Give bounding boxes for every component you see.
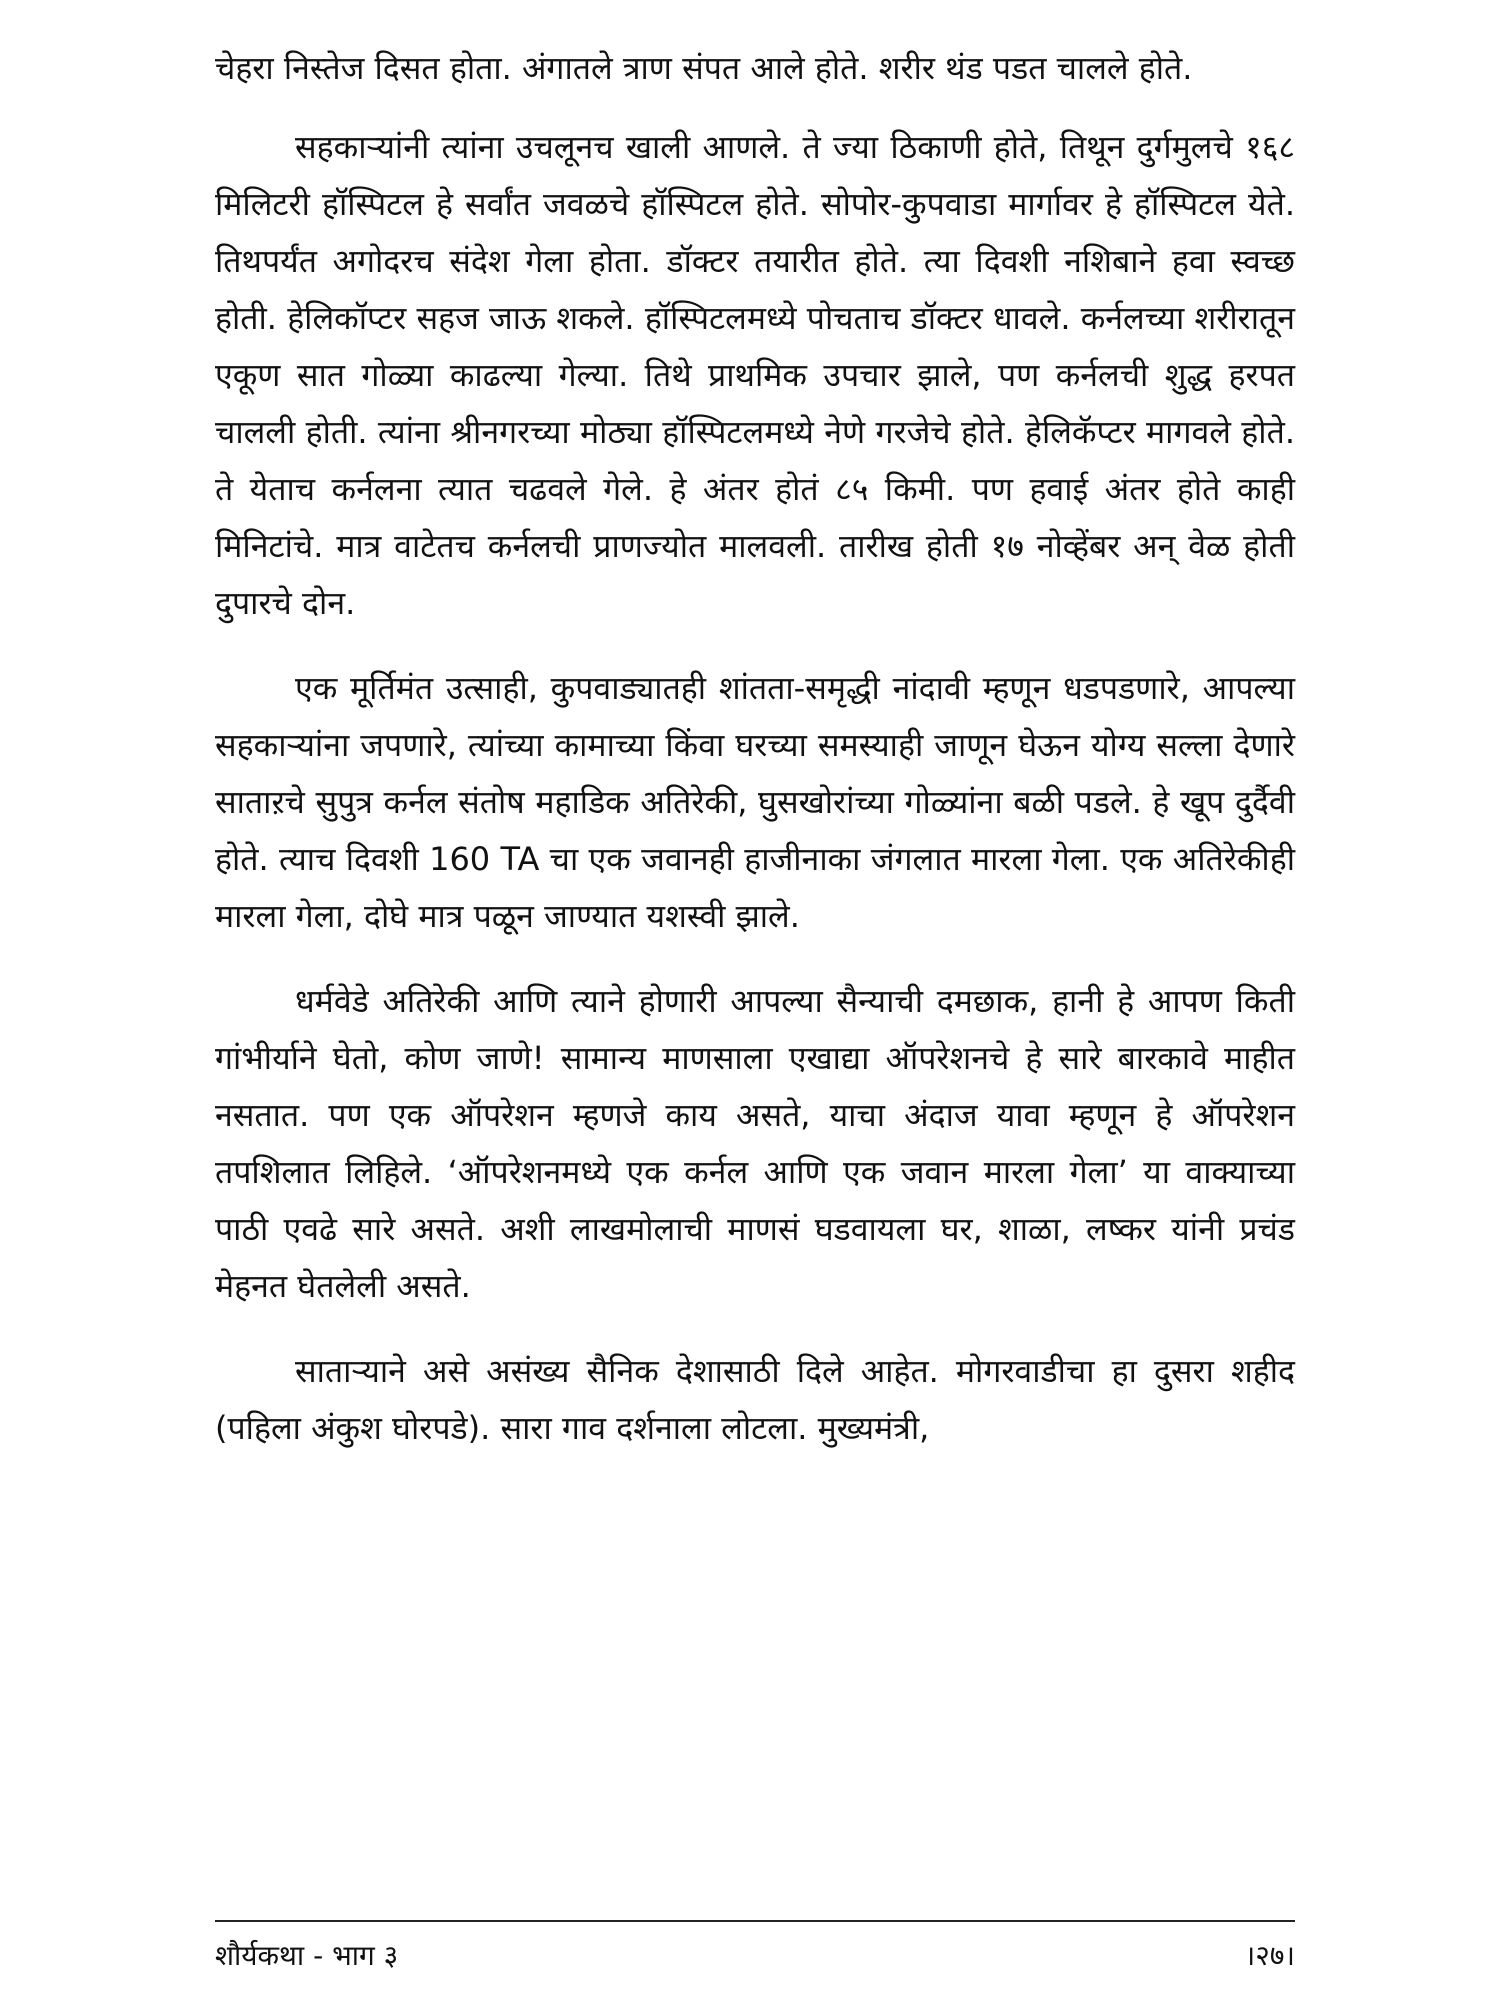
paragraph-5: साताऱ्याने असे असंख्य सैनिक देशासाठी दिले आहेत. मोगरवाडीचा हा दुसरा शहीद (पहिला अंकुश घोरपडे). सारा गाव दर्शनाला लोटला. मुख्यमंत्री,	[215, 1352, 1295, 1447]
paragraph-3: एक मूर्तिमंत उत्साही, कुपवाड्यातही शांतता-समृद्धी नांदावी म्हणून धडपडणारे, आपल्या सहकाऱ्यांना जपणारे, त्यांच्या कामाच्या किंवा घरच्या समस्याही जाणून घेऊन योग्य सल्ला देणारे साताऱचे सुपुत्र कर्नल संतोष महाडिक अतिरेकी, घुसखोरांच्या गोळ्यांना बळी पडले. हे खूप दुर्दैवी होते. त्याच दिवशी 160 TA चा एक जवानही हाजीनाका जंगलात मारला गेला. एक अतिरेकीही मारला गेला, दोघे मात्र पळून जाण्यात यशस्वी झाले.	[215, 669, 1295, 935]
paragraph-2: सहकाऱ्यांनी त्यांना उचलूनच खाली आणले. ते ज्या ठिकाणी होते, तिथून दुर्गमुलचे १६८ मिलिटरी हॉस्पिटल हे सर्वांत जवळचे हॉस्पिटल होते. सोपोर-कुपवाडा मार्गावर हे हॉस्पिटल येते. तिथपर्यंत अगोदरच संदेश गेला होता. डॉक्टर तयारीत होते. त्या दिवशी नशिबाने हवा स्वच्छ होती. हेलिकॉप्टर सहज जाऊ शकले. हॉस्पिटलमध्ये पोचताच डॉक्टर धावले. कर्नलच्या शरीरातून एकूण सात गोळ्या काढल्या गेल्या. तिथे प्राथमिक उपचार झाले, पण कर्नलची शुद्ध हरपत चालली होती. त्यांना श्रीनगरच्या मोठ्या हॉस्पिटलमध्ये नेणे गरजेचे होते. हेलिकॅप्टर मागवले होते. ते येताच कर्नलना त्यात चढवले गेले. हे अंतर होतं ८५ किमी. पण हवाई अंतर होते काही मिनिटांचे. मात्र वाटेतच कर्नलची प्राणज्योत मालवली. तारीख होती १७ नोव्हेंबर अन् वेळ होती दुपारचे दोन.	[215, 128, 1295, 622]
book-title: शौर्यकथा - भाग ३	[215, 1939, 399, 1972]
paragraph-4: धर्मवेडे अतिरेकी आणि त्याने होणारी आपल्या सैन्याची दमछाक, हानी हे आपण किती गांभीर्याने घेतो, कोण जाणे! सामान्य माणसाला एखाद्या ऑपरेशनचे हे सारे बारकावे माहीत नसतात. पण एक ऑपरेशन म्हणजे काय असते, याचा अंदाज यावा म्हणून हे ऑपरेशन तपशिलात लिहिले. ‘ऑपरेशनमध्ये एक कर्नल आणि एक जवान मारला गेला’ या वाक्याच्या पाठी एवढे सारे असते. अशी लाखमोलाची माणसं घडवायला घर, शाळा, लष्कर यांनी प्रचंड मेहनत घेतलेली असते.	[215, 982, 1295, 1305]
page-number: ।२७।	[1244, 1939, 1295, 1972]
page-body	[215, 40, 1295, 1485]
paragraph-1: चेहरा निस्तेज दिसत होता. अंगातले त्राण संपत आले होते. शरीर थंड पडत चालले होते.	[215, 49, 1193, 87]
page-footer	[215, 1920, 1295, 1974]
